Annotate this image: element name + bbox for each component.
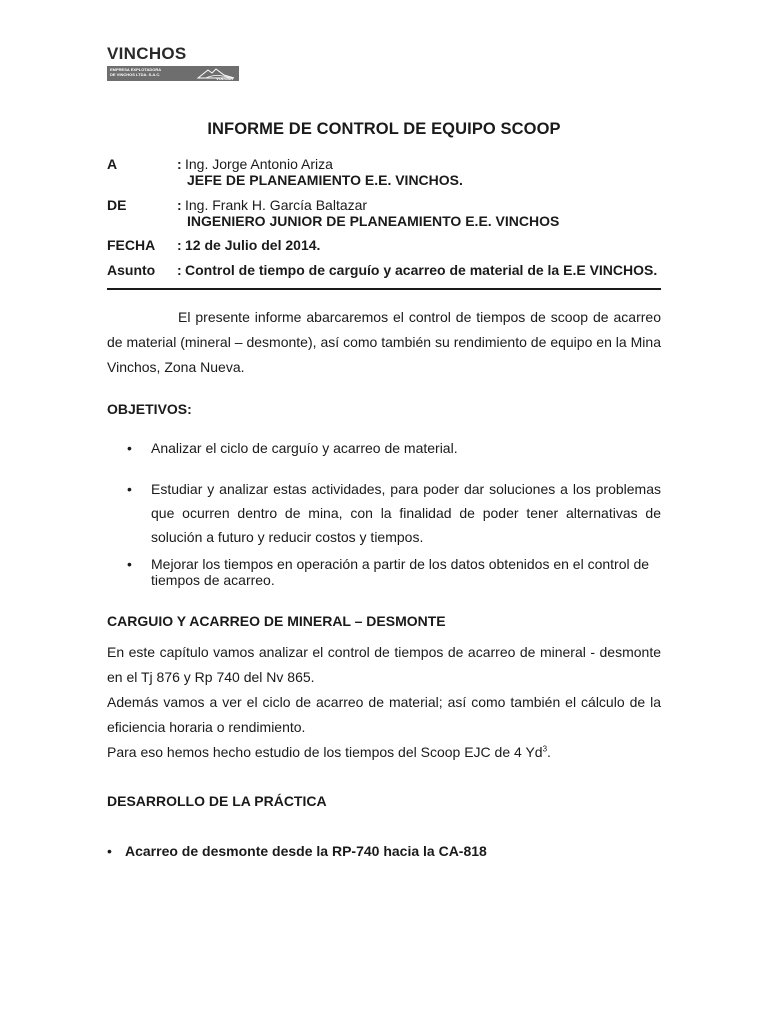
bullet-icon: •	[127, 481, 132, 497]
intro-line: de material (mineral – desmonte), así como también su rendimiento de equipo en la Mina	[107, 334, 661, 350]
objective-line: Mejorar los tiempos en operación a partir de los datos obtenidos en el control de	[151, 556, 650, 572]
logo-banner	[107, 66, 239, 81]
desarrollo-heading: DESARROLLO DE LA PRÁCTICA	[107, 793, 327, 809]
desarrollo-line: Acarreo de desmonte desde la RP-740 hacia la CA-818	[125, 843, 487, 859]
header-value: Ing. Jorge Antonio Ariza	[185, 156, 333, 172]
bullet-icon: •	[127, 440, 132, 456]
superscript: 3	[542, 744, 548, 754]
objetivos-heading: OBJETIVOS:	[107, 401, 192, 417]
logo-mark-text: VOLCAN	[216, 76, 233, 81]
carguio-heading: CARGUIO Y ACARREO DE MINERAL – DESMONTE	[107, 613, 446, 629]
intro-line: Vinchos, Zona Nueva.	[107, 359, 245, 375]
objective-line: que ocurren dentro de mina, con la finalidad de poder tener alternativas de	[151, 505, 661, 521]
carguio-line: eficiencia horaria o rendimiento.	[107, 719, 306, 735]
header-value: Ing. Frank H. García Baltazar	[185, 197, 368, 213]
logo-wordmark: VINCHOS	[107, 44, 187, 63]
carguio-line: en el Tj 876 y Rp 740 del Nv 865.	[107, 669, 315, 685]
carguio-paragraph	[107, 640, 661, 765]
carguio-line: En este capítulo vamos analizar el control de tiempos de acarreo de mineral - desmonte	[107, 644, 661, 660]
header-label: Asunto	[107, 262, 156, 278]
header-label: DE	[107, 197, 127, 213]
header-label: FECHA	[107, 237, 156, 253]
intro-paragraph	[107, 305, 661, 380]
carguio-line-last: Para eso hemos hecho estudio de los tiempos del Scoop EJC de 4 Yd$^3$.	[107, 744, 551, 760]
header-colon: :	[177, 237, 182, 253]
header-divider	[107, 288, 661, 290]
objective-line: solución a futuro y reducir costos y tiempos.	[151, 529, 424, 545]
header-colon: :	[177, 262, 182, 278]
header-subvalue: JEFE DE PLANEAMIENTO E.E. VINCHOS.	[187, 172, 463, 188]
bullet-icon: •	[107, 843, 112, 859]
header-colon: :	[177, 197, 182, 213]
header-colon: :	[177, 156, 182, 172]
carguio-line: Además vamos a ver el ciclo de acarreo de material; así como también el cálculo de la	[107, 694, 661, 710]
report-title: INFORME DE CONTROL DE EQUIPO SCOOP	[207, 120, 561, 138]
company-logo	[107, 45, 241, 81]
objective-line: tiempos de acarreo.	[151, 572, 275, 588]
logo-subtitle: EMPRESA EXPLOTADORA DE VINCHOS LTDA. S.A.C.	[110, 67, 162, 77]
bullet-icon: •	[127, 556, 132, 572]
objective-line: Estudiar y analizar estas actividades, para poder dar soluciones a los problemas	[151, 481, 661, 497]
header-label: A	[107, 156, 118, 172]
header-value: Control de tiempo de carguío y acarreo de material de la E.E VINCHOS.	[185, 262, 658, 278]
objective-line: Analizar el ciclo de carguío y acarreo de material.	[151, 440, 458, 456]
header-subvalue: INGENIERO JUNIOR DE PLANEAMIENTO E.E. VINCHOS	[187, 213, 560, 229]
intro-line: El presente informe abarcaremos el control de tiempos de scoop de acarreo	[178, 309, 661, 325]
header-value: 12 de Julio del 2014.	[185, 237, 321, 253]
